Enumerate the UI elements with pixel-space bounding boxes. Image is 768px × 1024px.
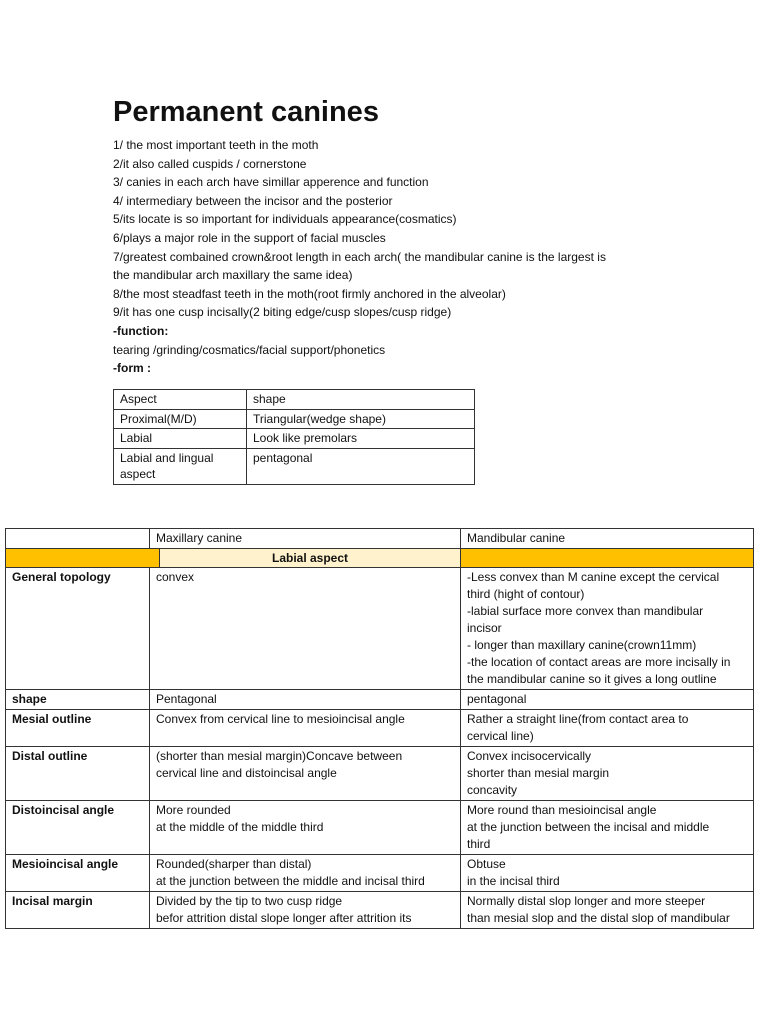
table-cell: Aspect (114, 390, 247, 410)
note-line: 3/ canies in each arch have simillar apperence and function (113, 175, 429, 190)
cell-line: (shorter than mesial margin)Concave between (156, 749, 403, 763)
note-line: 6/plays a major role in the support of facial muscles (113, 230, 386, 245)
cell-line: convex (156, 570, 195, 584)
row-label: Distal outline (6, 747, 150, 801)
table-cell: Labial and lingual aspect (114, 448, 247, 484)
row-label: shape (6, 690, 150, 710)
mandibular-cell (461, 892, 754, 929)
form-heading: -form : (113, 361, 151, 376)
cell-line: -labial surface more convex than mandibular (467, 604, 704, 618)
cell-line: shorter than mesial margin (467, 766, 610, 780)
mandibular-cell (461, 801, 754, 855)
mandibular-cell (461, 568, 754, 690)
cell-line: Rounded(sharper than distal) (156, 857, 312, 871)
cell-line: Convex from cervical line to mesioincisal angle (156, 712, 405, 726)
cell-line: in the incisal third (467, 874, 560, 888)
maxillary-cell (150, 568, 461, 690)
mandibular-cell (461, 710, 754, 747)
comparison-table (5, 528, 754, 929)
cell-line: -Less convex than M canine except the cervical (467, 570, 720, 584)
maxillary-cell (150, 710, 461, 747)
header-cell: Mandibular canine (461, 529, 754, 549)
page-title: Permanent canines (113, 96, 379, 128)
table-row (6, 892, 754, 929)
maxillary-cell (150, 892, 461, 929)
note-line: 8/the most steadfast teeth in the moth(root firmly anchored in the alveolar) (113, 286, 506, 301)
table-row (6, 690, 754, 710)
mandibular-cell (461, 690, 754, 710)
cell-line: at the junction between the incisal and middle (467, 820, 710, 834)
header-cell (6, 529, 150, 549)
maxillary-cell (150, 690, 461, 710)
table-row (114, 448, 475, 484)
cell-line: at the junction between the middle and incisal third (156, 874, 425, 888)
section-cell (6, 549, 461, 568)
cell-line: incisor (467, 621, 502, 635)
cell-line: third (hight of contour) (467, 587, 585, 601)
row-label: Mesial outline (6, 710, 150, 747)
table-header-row (6, 529, 754, 549)
cell-line: - longer than maxillary canine(crown11mm) (467, 638, 697, 652)
section-fill-cell (461, 549, 754, 568)
cell-line: pentagonal (467, 692, 527, 706)
cell-line: than mesial slop and the distal slop of mandibular (467, 911, 730, 925)
table-row (6, 710, 754, 747)
cell-line: More round than mesioincisal angle (467, 803, 657, 817)
table-row (6, 747, 754, 801)
row-label: Mesioincisal angle (6, 855, 150, 892)
cell-line: cervical line) (467, 729, 534, 743)
form-table (113, 389, 475, 485)
maxillary-cell (150, 747, 461, 801)
table-cell: Proximal(M/D) (114, 409, 247, 429)
notes-list (113, 136, 673, 378)
maxillary-cell (150, 855, 461, 892)
note-line: 7/greatest combained crown&root length in each arch( the mandibular canine is the largest is (113, 249, 606, 264)
row-label: Distoincisal angle (6, 801, 150, 855)
cell-line: third (467, 837, 491, 851)
note-line: 9/it has one cusp incisally(2 biting edge/cusp slopes/cusp ridge) (113, 305, 452, 320)
function-heading: -function: (113, 323, 169, 338)
table-cell: Look like premolars (247, 429, 475, 449)
cell-line: at the middle of the middle third (156, 820, 324, 834)
table-row (6, 801, 754, 855)
section-row (6, 549, 754, 568)
cell-line: Pentagonal (156, 692, 217, 706)
note-line: 5/its locate is so important for individuals appearance(cosmatics) (113, 212, 457, 227)
table-cell: shape (247, 390, 475, 410)
maxillary-cell (150, 801, 461, 855)
mandibular-cell (461, 747, 754, 801)
table-cell: pentagonal (247, 448, 475, 484)
table-row (6, 568, 754, 690)
note-line: 4/ intermediary between the incisor and the posterior (113, 193, 393, 208)
mandibular-cell (461, 855, 754, 892)
cell-line: befor attrition distal slope longer after attrition its (156, 911, 412, 925)
cell-line: Obtuse (467, 857, 506, 871)
header-cell: Maxillary canine (150, 529, 461, 549)
row-label: General topology (6, 568, 150, 690)
note-line: tearing /grinding/cosmatics/facial support/phonetics (113, 342, 386, 357)
table-row (6, 855, 754, 892)
cell-line: the mandibular canine so it gives a long outline (467, 672, 717, 686)
table-cell: Triangular(wedge shape) (247, 409, 475, 429)
section-label: Labial aspect (160, 549, 460, 567)
row-label: Incisal margin (6, 892, 150, 929)
table-cell: Labial (114, 429, 247, 449)
cell-line: More rounded (156, 803, 231, 817)
note-line: 1/ the most important teeth in the moth (113, 138, 319, 152)
cell-line: Divided by the tip to two cusp ridge (156, 894, 343, 908)
cell-line: Rather a straight line(from contact area to (467, 712, 689, 726)
table-row (114, 409, 475, 429)
note-line: the mandibular arch maxillary the same idea) (113, 268, 353, 283)
cell-line: Normally distal slop longer and more steeper (467, 894, 706, 908)
table-row (114, 390, 475, 410)
cell-line: Convex incisocervically (467, 749, 592, 763)
table-row (114, 429, 475, 449)
cell-line: concavity (467, 783, 518, 797)
cell-line: cervical line and distoincisal angle (156, 766, 337, 780)
note-line: 2/it also called cuspids / cornerstone (113, 156, 307, 171)
cell-line: -the location of contact areas are more incisally in (467, 655, 731, 669)
